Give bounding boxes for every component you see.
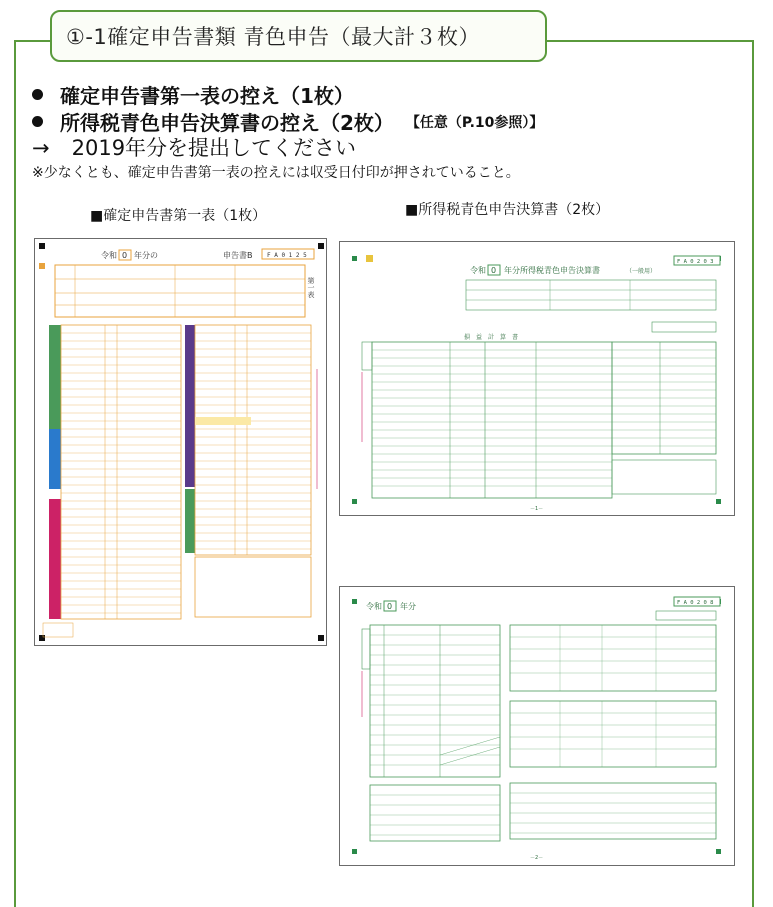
blue-return-page2-thumbnail xyxy=(339,586,735,866)
arrow-right-icon: → xyxy=(32,136,50,160)
form-p2-era: 令和 xyxy=(366,602,382,611)
form-p1-heading: 損 益 計 算 書 xyxy=(464,334,519,341)
form-p1-sub: （一般用） xyxy=(626,268,657,275)
form-b-year-box: 0 xyxy=(122,251,128,260)
bullet-item-1 xyxy=(32,80,354,109)
bullet-label: 確定申告書第一表の控え（1枚） xyxy=(60,84,354,108)
form-p1-code: F A 0 2 0 3 xyxy=(677,259,714,265)
optional-note: 【任意（P.10参照）】 xyxy=(405,114,544,131)
form-b-era: 令和 xyxy=(101,251,117,260)
stamp-remark: ※少なくとも、確定申告書第一表の控えには収受日付印が押されていること。 xyxy=(32,165,520,181)
blue-return-page1-thumbnail xyxy=(339,241,735,516)
submit-text: 2019年分を提出してください xyxy=(71,136,357,160)
form-p1-title: 年分所得税青色申告決算書 xyxy=(504,266,600,275)
bullet-dot-icon xyxy=(32,89,43,100)
form-b-code: F A 0 1 2 5 xyxy=(267,252,307,259)
form-b-title: 申告書B xyxy=(223,251,253,260)
form-b-thumbnail xyxy=(34,238,327,646)
form-p2-year-box: 0 xyxy=(387,602,393,611)
left-caption: ■確定申告書第一表（1枚） xyxy=(90,208,267,224)
form-p2-page: －2－ xyxy=(530,855,544,861)
right-caption: ■所得税青色申告決算書（2枚） xyxy=(405,202,610,218)
form-p1-year-box: 0 xyxy=(491,266,497,275)
bullet-label: 所得税青色申告決算書の控え（2枚） xyxy=(60,111,394,135)
form-p2-title: 年分 xyxy=(400,602,416,611)
form-p1-era: 令和 xyxy=(470,266,486,275)
bullet-dot-icon xyxy=(32,116,43,127)
form-p1-page: －1－ xyxy=(530,506,544,512)
form-b-side-label: 第一表 xyxy=(307,277,315,298)
section-title: ①-1確定申告書類 青色申告（最大計３枚） xyxy=(50,10,547,62)
form-b-title-mid: 年分の xyxy=(134,251,158,260)
form-p2-code: F A 0 2 0 8 xyxy=(677,600,714,606)
submit-instruction xyxy=(32,132,356,162)
